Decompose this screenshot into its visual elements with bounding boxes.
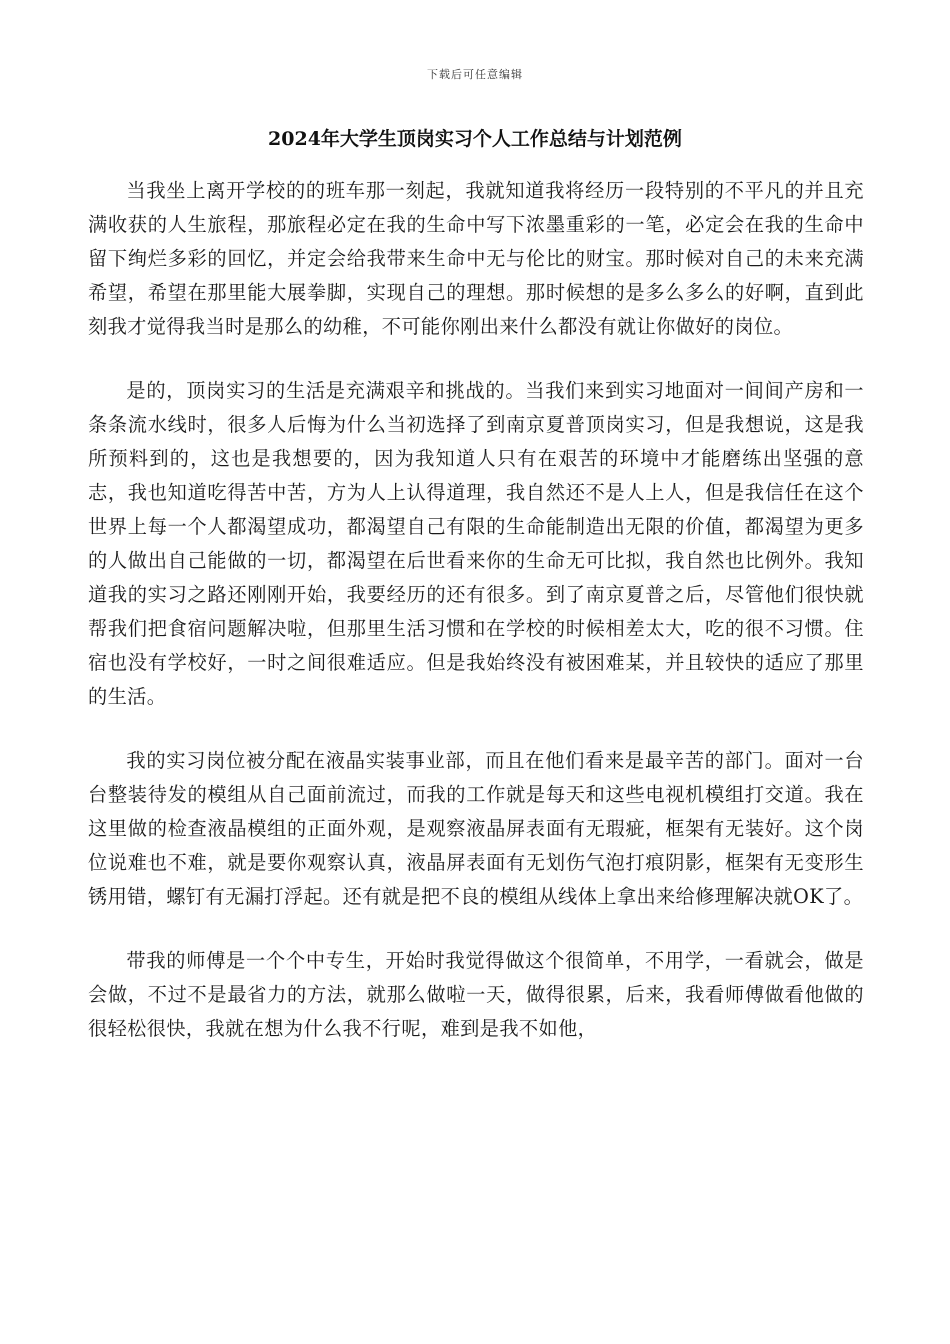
document-body [88,174,864,1076]
paragraph-1: 当我坐上离开学校的的班车那一刻起，我就知道我将经历一段特别的不平凡的并且充满收获的人生旅程，那旅程必定在我的生命中写下浓墨重彩的一笔，必定会在我的生命中留下绚烂多彩的回忆，并定会给我带来生命中无与伦比的财宝。那时候对自己的未来充满希望，希望在那里能大展拳脚，实现自己的理想。那时候想的是多么多么的好啊，直到此刻我才觉得我当时是那么的幼稚，不可能你刚出来什么都没有就让你做好的岗位。 [88,179,864,338]
paragraph-4: 带我的师傅是一个个中专生，开始时我觉得做这个很简单，不用学，一看就会，做是会做，不过不是最省力的方法，就那么做啦一天，做得很累，后来，我看师傅做看他做的很轻松很快，我就在想为什么我不行呢，难到是我不如他， [88,949,864,1040]
document-title: 2024年大学生顶岗实习个人工作总结与计划范例 [268,128,682,150]
paragraph-2: 是的，顶岗实习的生活是充满艰辛和挑战的。当我们来到实习地面对一间间产房和一条条流水线时，很多人后悔为什么当初选择了到南京夏普顶岗实习，但是我想说，这是我所预料到的，这也是我想要的，因为我知道人只有在艰苦的环境中才能磨练出坚强的意志，我也知道吃得苦中苦，方为人上认得道理，我自然还不是人上人，但是我信任在这个世界上每一个人都渴望成功，都渴望自己有限的生命能制造出无限的价值，都渴望为更多的人做出自己能做的一切，都渴望在后世看来你的生命无可比拟，我自然也比例外。我知道我的实习之路还刚刚开始，我要经历的还有很多。到了南京夏普之后，尽管他们很快就帮我们把食宿问题解决啦，但那里生活习惯和在学校的时候相差太大，吃的很不习惯。住宿也没有学校好，一时之间很难适应。但是我始终没有被困难某，并且较快的适应了那里的生活。 [88,379,864,708]
paragraph-3: 我的实习岗位被分配在液晶实装事业部，而且在他们看来是最辛苦的部门。面对一台台整装待发的模组从自己面前流过，而我的工作就是每天和这些电视机模组打交道。我在这里做的检查液晶模组的正面外观，是观察液晶屏表面有无瑕疵，框架有无装好。这个岗位说难也不难，就是要你观察认真，液晶屏表面有无划伤气泡打痕阴影，框架有无变形生锈用错，螺钉有无漏打浮起。还有就是把不良的模组从线体上拿出来给修理解决就OK了。 [88,749,864,908]
header-note: 下载后可任意编辑 [427,68,523,81]
